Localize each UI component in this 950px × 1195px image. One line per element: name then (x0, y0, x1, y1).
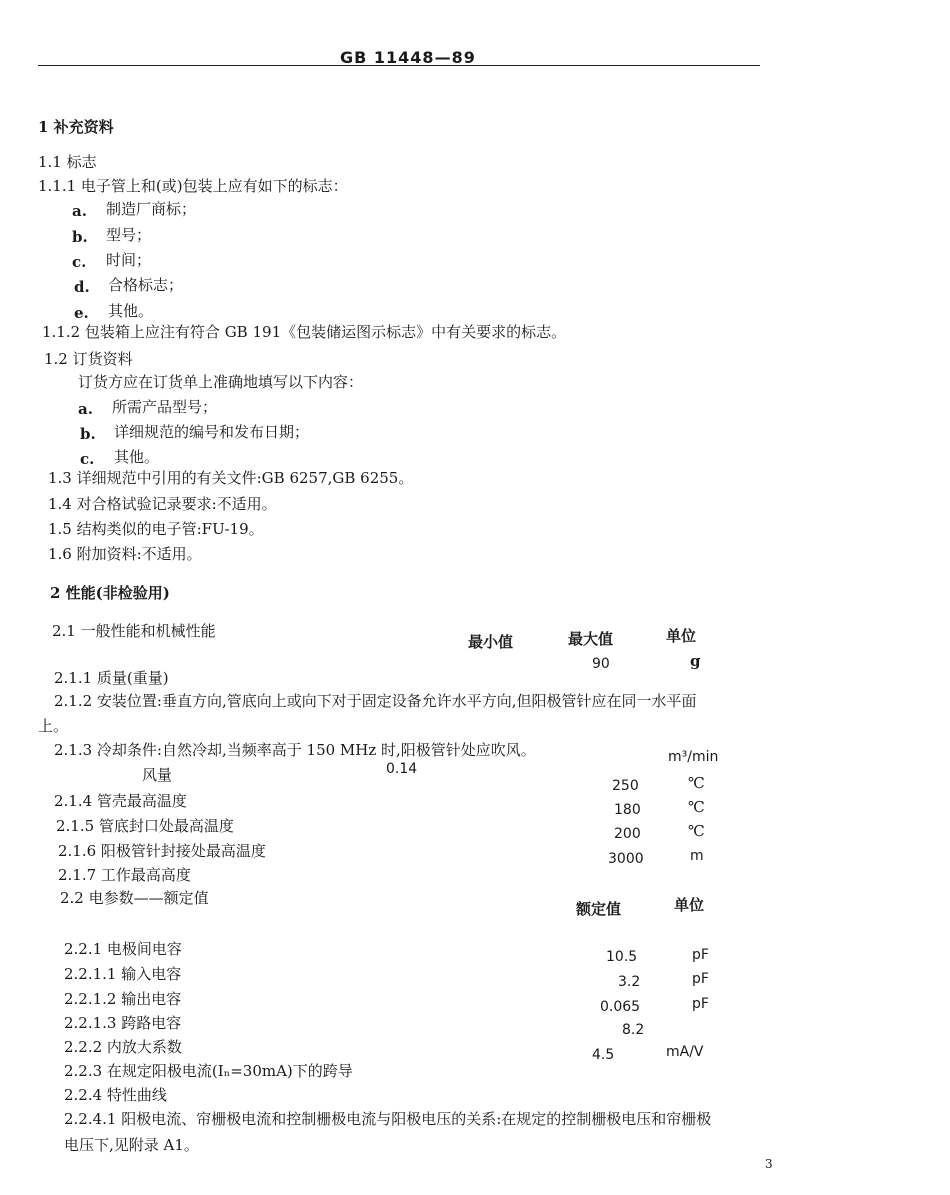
section-1-1-title: 1.1 标志 (38, 153, 97, 171)
list-item: 合格标志； (108, 276, 184, 294)
value-unit: ℃ (688, 798, 705, 816)
section-2-1-2-line1: 2.1.2 安装位置:垂直方向,管底向上或向下对于固定设备允许水平方向,但阳极管针应在同一水平面 (54, 692, 697, 710)
col-header-unit: 单位 (674, 896, 705, 914)
list-mark: e. (74, 304, 89, 322)
section-2-1-2-line2: 上。 (38, 717, 69, 735)
rated-unit: mA/V (666, 1044, 704, 1060)
section-2-1-title: 2.1 一般性能和机械性能 (52, 622, 216, 640)
section-2-1-3: 2.1.3 冷却条件:自然冷却,当频率高于 150 MHz 时,阳极管针处应吹风。 (54, 741, 536, 759)
col-header-min: 最小值 (468, 633, 514, 651)
rated-unit: pF (692, 996, 709, 1012)
list-item: 制造厂商标； (106, 200, 197, 218)
list-mark: c. (72, 253, 87, 271)
section-2-2-1-1: 2.2.1.1 输入电容 (64, 965, 182, 983)
list-mark: d. (74, 278, 90, 296)
list-item: 其他。 (114, 448, 160, 466)
rated-unit: pF (692, 971, 709, 987)
value-max: 180 (614, 802, 641, 818)
col-header-max: 最大值 (568, 630, 614, 648)
section-2-1-7: 2.1.7 工作最高高度 (58, 866, 191, 884)
value-max: 90 (592, 656, 610, 672)
section-2-2-1-3: 2.2.1.3 跨路电容 (64, 1014, 182, 1032)
value-unit: ℃ (688, 774, 705, 792)
airflow-label: 风量 (142, 766, 173, 784)
value-max: 3000 (608, 851, 644, 867)
page-number: 3 (765, 1157, 773, 1171)
section-1-3: 1.3 详细规范中引用的有关文件:GB 6257,GB 6255。 (48, 469, 414, 487)
list-mark: b. (72, 228, 88, 246)
section-2-1-6: 2.1.6 阳极管针封接处最高温度 (58, 842, 266, 860)
list-item: 其他。 (108, 302, 154, 320)
section-2-2-3: 2.2.3 在规定阳极电流(Iₙ=30mA)下的跨导 (64, 1062, 353, 1080)
section-1-6: 1.6 附加资料:不适用。 (48, 545, 202, 563)
list-mark: b. (80, 425, 96, 443)
list-item: 型号； (106, 226, 152, 244)
section-2-1-5: 2.1.5 管底封口处最高温度 (56, 817, 234, 835)
list-mark: a. (72, 202, 87, 220)
section-1-2-title: 1.2 订货资料 (44, 350, 133, 368)
rated-value: 0.065 (600, 999, 641, 1015)
section-1-title: 1 补充资料 (38, 118, 114, 136)
section-2-2-1: 2.2.1 电极间电容 (64, 940, 182, 958)
airflow-min: 0.14 (386, 761, 418, 777)
list-mark: a. (78, 400, 93, 418)
section-2-2-4-1-line1: 2.2.4.1 阳极电流、帘栅极电流和控制栅极电流与阳极电压的关系:在规定的控制栅极电压和帘栅极 (64, 1110, 712, 1128)
standard-number: GB 11448—89 (340, 48, 476, 67)
value-max: 250 (612, 778, 639, 794)
rated-value: 3.2 (618, 974, 641, 990)
section-2-2-title: 2.2 电参数——额定值 (60, 889, 209, 907)
rated-value: 10.5 (606, 949, 638, 965)
section-1-4: 1.4 对合格试验记录要求:不适用。 (48, 495, 277, 513)
list-item: 所需产品型号； (112, 398, 218, 416)
section-2-2-4: 2.2.4 特性曲线 (64, 1086, 167, 1104)
rated-unit: pF (692, 947, 709, 963)
section-2-1-4: 2.1.4 管壳最高温度 (54, 792, 187, 810)
section-2-2-1-2: 2.2.1.2 输出电容 (64, 990, 182, 1008)
section-1-1-1: 1.1.1 电子管上和(或)包装上应有如下的标志： (38, 177, 348, 195)
section-2-1-1: 2.1.1 质量(重量) (54, 669, 169, 687)
rated-value: 4.5 (592, 1047, 615, 1063)
value-unit: ℃ (688, 822, 705, 840)
rated-value: 8.2 (622, 1022, 645, 1038)
section-2-2-4-1-line2: 电压下,见附录 A1。 (64, 1136, 199, 1154)
header-rule (38, 65, 760, 66)
section-2-title: 2 性能(非检验用) (50, 584, 170, 602)
section-2-2-2: 2.2.2 内放大系数 (64, 1038, 182, 1056)
value-unit: m (690, 848, 704, 864)
airflow-unit: m³/min (668, 749, 719, 765)
value-max: 200 (614, 826, 641, 842)
list-item: 详细规范的编号和发布日期； (114, 423, 310, 441)
value-unit: g (690, 652, 701, 670)
list-mark: c. (80, 450, 95, 468)
section-1-1-2: 1.1.2 包装箱上应注有符合 GB 191《包装储运图示标志》中有关要求的标志。 (42, 323, 567, 341)
section-1-2-intro: 订货方应在订货单上准确地填写以下内容： (78, 373, 364, 391)
col-header-unit: 单位 (666, 627, 697, 645)
list-item: 时间； (106, 251, 152, 269)
section-1-5: 1.5 结构类似的电子管:FU-19。 (48, 520, 264, 538)
col-header-rated: 额定值 (576, 900, 622, 918)
